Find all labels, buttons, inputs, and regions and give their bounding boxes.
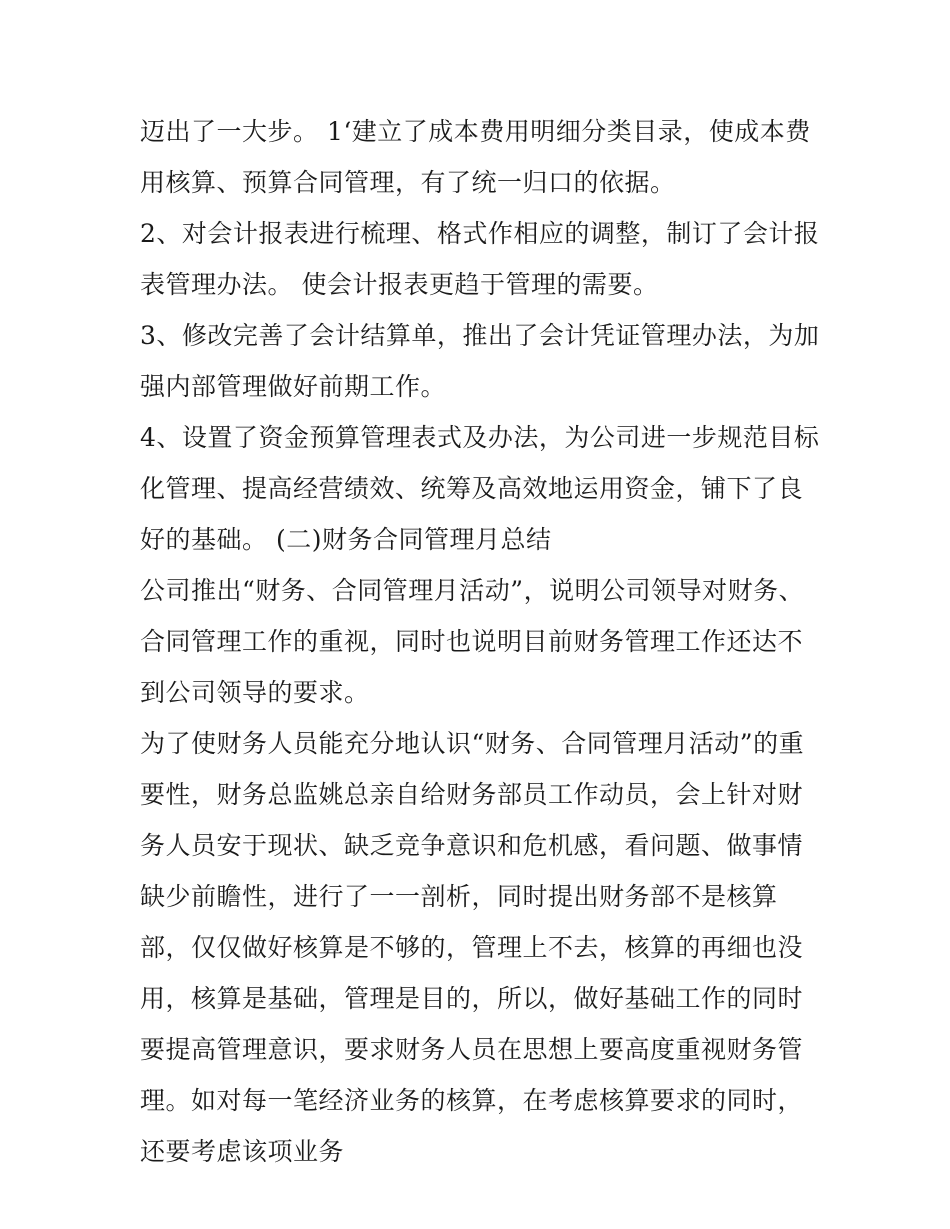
paragraph-2: 2、对会计报表进行梳理、格式作相应的调整，制订了会计报表管理办法。 使会计报表更趋于管理的需要。 [140, 219, 820, 299]
paragraph-3: 3、修改完善了会计结算单，推出了会计凭证管理办法，为加强内部管理做好前期工作。 [140, 321, 820, 401]
paragraph-1: 迈出了一大步。 1‘建立了成本费用明细分类目录，使成本费用核算、预算合同管理，有了统一归口的依据。 [140, 117, 811, 197]
paragraph-6: 为了使财务人员能充分地认识“财务、合同管理月活动”的重要性，财务总监姚总亲自给财务部员工作动员，会上针对财务人员安于现状、缺乏竞争意识和危机感，看问题、做事情缺少前瞻性，进行了一一剖析，同时提出财务部不是核算部，仅仅做好核算是不够的，管理上不去，核算的再细也没用，核算是基础，管理是目的，所以，做好基础工作的同时要提高管理意识，要求财务人员在思想上要高度重视财务管理。如对每一笔经济业务的核算，在考虑核算要求的同时，还要考虑该项业务 [140, 729, 805, 1166]
paragraph-5: 公司推出“财务、合同管理月活动”，说明公司领导对财务、合同管理工作的重视，同时也说明目前财务管理工作还达不到公司领导的要求。 [140, 576, 805, 707]
paragraph-4: 4、设置了资金预算管理表式及办法，为公司进一步规范目标化管理、提高经营绩效、统筹及高效地运用资金，铺下了良好的基础。 (二)财务合同管理月总结 [140, 423, 820, 554]
document-body [140, 106, 820, 1177]
